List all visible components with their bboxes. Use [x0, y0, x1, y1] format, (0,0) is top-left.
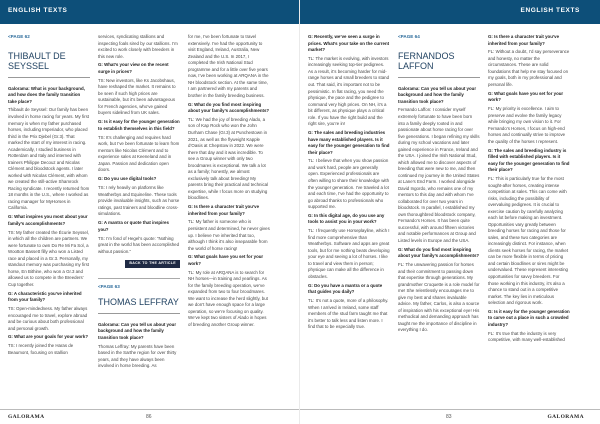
interview-answer: Thomas Leffray: My parents have been based in the Sarthe region for over thirty years, and they have always been involved in horse breeding. As — [98, 343, 177, 369]
interview-question: G: Is it easy for the younger generation to carve out a place in such a crowded industry? — [488, 308, 570, 327]
divider — [98, 278, 180, 279]
interview-question: G: Do you use digital tools? — [98, 176, 157, 182]
interview-answer: FL: This is particularly true for the most sought-after horses, creating intense competition at sales. This can come with risks, including the possibility of overvaluing pedigrees. It is crucial to exercise caution by carefully analyzing each lot before making an investment. Opportunities vary greatly between breeding horses for racing and those for sales, and these two categories are increasingly distinct. For instance, when clients seek horses for racing, the market can be more flexible in terms of pricing and certain bloodlines or sires might be undervalued. These represent interesting opportunities for savvy breeders. For those working in this industry, it’s also a chance to stand out in a competitive market. The key lies in meticulous selection and rigorous work. — [488, 176, 569, 306]
interview-answer: TL: We had the joy of breeding Alado, a son of Kap Rock who won the John Durham Chase (Gr.3) at Punchestown in 2021, as well as the flyweight Kapple d’Oasis at Chepstow in 2022. We were there that day and it was incredible. To see a Group winner with only two broodmares is exceptional. We talk a lot as a family; honestly, we almost exclusively talk about breeding! My parents bring their practical and technical expertise, while I focus more on studying bloodlines. — [188, 116, 269, 201]
interview-answer: TS: I’m fond of Hegel’s quote: “Nothing great in the world has been accomplished without passion.” — [98, 235, 180, 254]
interview-question: Galorama: What is your background, and how does the family transition take place? — [8, 85, 85, 104]
column-1 — [8, 34, 90, 406]
interview-question: G: Do you have a mantra or a quote that guides you daily? — [308, 282, 383, 295]
interview-answer: TS: It’s challenging and requires hard work, but I’ve been fortunate to learn from mentors like Nicolas Clément and to experience sales at Keeneland and in Japan. Passion and dedication open doors. — [98, 134, 180, 173]
interviewee-name: THOMAS LEFFRAY — [98, 297, 179, 308]
interview-question: G: What do you find most inspiring about your family’s accomplishments? — [188, 101, 270, 114]
page-link-64[interactable]: <PAGE 64 — [398, 34, 420, 39]
interview-question: G: What’s your view on the recent surge in prices? — [98, 62, 169, 74]
interview-text — [308, 34, 390, 331]
header-bar — [300, 0, 600, 24]
interview-question: G: What are your goals for your work? — [8, 334, 89, 340]
divider — [98, 313, 180, 314]
interview-answer: services, syndicating stallions and inspecting foals sired by our stallions. I’m excited to work closely with breeders in this new role. — [98, 34, 178, 59]
interview-answer: TS: New investors, like Ks Jacobshaus, have reshaped the market. It remains to be seen if such high prices are sustainable, but it’s been advantageous for French agencies, who’ve gained buyers sidelined from UK sales. — [98, 77, 176, 116]
interview-answer: TS: My father created the Écurie Seyssel, in which all the children are partners. We were fortunate to own Do Re Mi Fa Sol, a Wootton Bassett filly who won a Listed race and placed in a Gr.3. Personally, my standout memory was purchasing my first horse, En Bithine, who won a Gr.3 and allowed us to compete in the Breeders’ Cup together. — [8, 229, 90, 287]
interview-question: G: Is there a character trait you’ve inherited from your family? — [188, 204, 260, 216]
right-page — [300, 0, 600, 424]
interview-question: G: What goals have you set for your work? — [488, 90, 564, 103]
interview-answer: TL: I frequently use Horseplayline, which I find more comprehensive than Weatherbys. Software and apps are great tools, but for me nothing beats developing your eye and seeing a lot of horses. I like to travel and view them in person; physique can make all the difference in obstacles. — [308, 228, 390, 279]
page-link-63[interactable]: <PAGE 63 — [98, 284, 120, 290]
column-6 — [488, 34, 570, 406]
page-link-62[interactable]: <PAGE 62 — [8, 34, 30, 39]
divider — [8, 77, 90, 78]
brand-logo: GALORAMA — [547, 414, 584, 420]
divider — [398, 77, 480, 78]
interview-question: G: Is it easy for the younger generation to establish themselves in this field? — [98, 119, 180, 131]
interview-answer: TS: Open-mindedness. My father always encouraged me to travel, explore abroad and be curious about both professional and personal growth. — [8, 306, 88, 331]
interview-answer: Fernando Laffon: I consider myself extremely fortunate to have been born into a family deeply rooted in and passionate about horse racing for over five generations. I began refining my skills during my school vacations and later gained experience in France, Ireland and the USA. I joined the Irish National Stud, which allowed me to discover aspects of breeding that were new to me, and then continued my journey in the United States at Lane’s End Farm. I worked alongside David Ingordo, who remains one of my mentors to this day and with whom I’ve collaborated for over two years in bloodstock. In parallel, I established my own thoroughbred bloodstock company, Fernando’s Horses. It has been quite successful, with around fifteen victories and notable performances at Group and Listed levels in Europe and the USA. — [398, 107, 480, 243]
page-footer — [0, 409, 300, 424]
column-4 — [308, 34, 390, 406]
interview-question: G: A characteristic you’ve inherited from your family? — [8, 290, 82, 303]
interviewee-name: THIBAULT DE SEYSSEL — [8, 50, 66, 71]
interview-question: G: The sales and breeding industry is filled with established players. Is it easy for the younger generation to find their place? — [488, 147, 570, 173]
column-5 — [398, 34, 480, 406]
interview-text — [188, 34, 270, 329]
page-number: 83 — [446, 414, 452, 420]
interview-answer: TL: The market is evolving, with investors increasingly seeking top-tier pedigrees. As a result, it’s becoming harder for mid-range horses and small breeders to stand out. That said, it’s important not to be pessimistic. In flat racing, you need the physique, the pace and the pedigree to command very high prices. On NH, it’s a bit different, as physique plays a critical role. If you have the right build and the right sire, you’re in! — [308, 55, 390, 127]
interview-answer: FL: My priority is excellence. I aim to preserve and evolve the family legacy while bringing my own vision to it. For Fernando’s Horses, I focus on high-end horses and continually strive to improve the quality of the horses I represent. — [488, 106, 566, 144]
interview-question: G: What goals have you set for your work? — [188, 254, 264, 266]
interview-answer: TL: It’s not a quote, more of a philosophy. When I arrived in Ireland, some staff members of the stud farm taught me that it’s better to talk less and listen more. I find that to be especially true. — [308, 298, 389, 330]
interview-question: Galorama: Can you tell us about your background and how the family transition took place? — [98, 321, 177, 340]
section-title: ENGLISH TEXTS — [520, 7, 580, 14]
interviewee-name: FERNANDOS LAFFON — [398, 50, 455, 71]
interview-text — [488, 34, 570, 344]
interview-text — [398, 86, 480, 334]
header-bar — [0, 0, 300, 24]
interview-answer: TS: I rely heavily on platforms like Weatherbys and Equineline. These tools provide invaluable insights, such as horse ratings, past trainers and bloodline cross-simulations. — [98, 185, 180, 217]
interview-answer: for me, I’ve been fortunate to travel extensively. I’ve had the opportunity to visit England, Ireland, Australia, New Zealand and the U.S. In 2017, I completed the Irish National Stud programme and for a little over five years now, I’ve been working at ARQANA in the NH bloodstock section. At the same time, I am partnered with my parents and brother in the family breeding business. — [188, 34, 269, 98]
interview-question: G: What inspires you most about your family’s accomplishments? — [8, 214, 88, 226]
column-2 — [98, 34, 180, 406]
column-3 — [188, 34, 270, 406]
interview-question: G: What do you find most inspiring about your family’s accomplishments? — [398, 246, 480, 259]
interview-text — [8, 86, 90, 357]
interview-answer: TL: I believe that when you show passion and work hard, people are generally open. Experienced professionals are often willing to share their knowledge with the younger generation. I’ve traveled a lot and each time, I’ve had the opportunity to go abroad thanks to professionals who supported me. — [308, 158, 390, 210]
interview-answer: TL: My role at ARQANA is to search for NH horses—in training and yearlings. As for the family breeding operation, we’ve expanded from two to four broodmares. We want to increase the herd slightly, but we don’t have enough space for a large operation, so we’re focusing on quality. We’ve kept two sisters of Alado in hopes of breeding another Group winner. — [188, 269, 268, 327]
interview-answer: TL: My father is someone who is persistent and determined, he never gives up. I believe I’ve inherited that too, although I think it’s also inseparable from the world of horse racing! — [188, 219, 270, 251]
interview-answer: FL: It’s true that the industry is very competitive, with many well-established — [488, 330, 565, 343]
interview-question: G: In this digital age, do you use any tools to assist you in your work? — [308, 212, 385, 225]
interview-question: G: The sales and breeding industries have many established players. Is it easy for the younger generation to find their place? — [308, 130, 390, 155]
section-title: ENGLISH TEXTS — [8, 7, 68, 14]
interview-answer: FL: The unwavering passion for horses and their commitment to passing down that expertise through generations. My grandmother Croquette is a role model for me! She relentlessly encourages me to give my best and shares invaluable advice. My father, Carlos, is also a source of inspiration with his exceptional eye! His methodical and demanding approach has taught me the importance of discipline in everything I do. — [398, 262, 480, 333]
brand-logo: GALORAMA — [8, 414, 45, 420]
interview-answer: Thibault de Seyssel: Our family has been involved in horse racing for years. My first memory is when my father purchased horses, including Imperiador, who placed third in the Prix Djebel (Gr.3). That marked the start of my interest in racing. Academically, I studied business in Rotterdam and Italy and interned with trainers Philippe Decouz and Nicolas Clément and bloodstock agents. I later worked with Nicolas Clément, with whom we created the still-active Shamrock Racing syndicate. I recently returned from 18 months in the U.S., where I worked as racing manager for MyHorses in California. — [8, 107, 90, 211]
interview-answer: FL: Without a doubt, I’d say perseverance and honesty, no matter the circumstances. These are solid foundations that help me stay focused on my goals, both in my professional and personal life. — [488, 49, 570, 87]
interview-answer: TS: I recently joined the Haras de Beaumont, focusing on stallion — [8, 343, 74, 355]
page-footer — [300, 409, 600, 424]
interview-question: G: Recently, we’ve seen a surge in prices. What’s your take on the current market? — [308, 34, 390, 53]
interview-question: G: Is there a character trait you’ve inherited from your family? — [488, 34, 560, 46]
interview-text — [98, 322, 180, 370]
interview-text — [98, 34, 180, 255]
interview-question: G: A mantra or quote that inspires you? — [98, 220, 169, 232]
page-number: 86 — [146, 414, 152, 420]
interview-question: Galorama: Can you tell us about your background and how the family transition took place? — [398, 85, 477, 104]
back-to-article-button[interactable]: BACK TO THE ARTICLE — [125, 260, 180, 268]
